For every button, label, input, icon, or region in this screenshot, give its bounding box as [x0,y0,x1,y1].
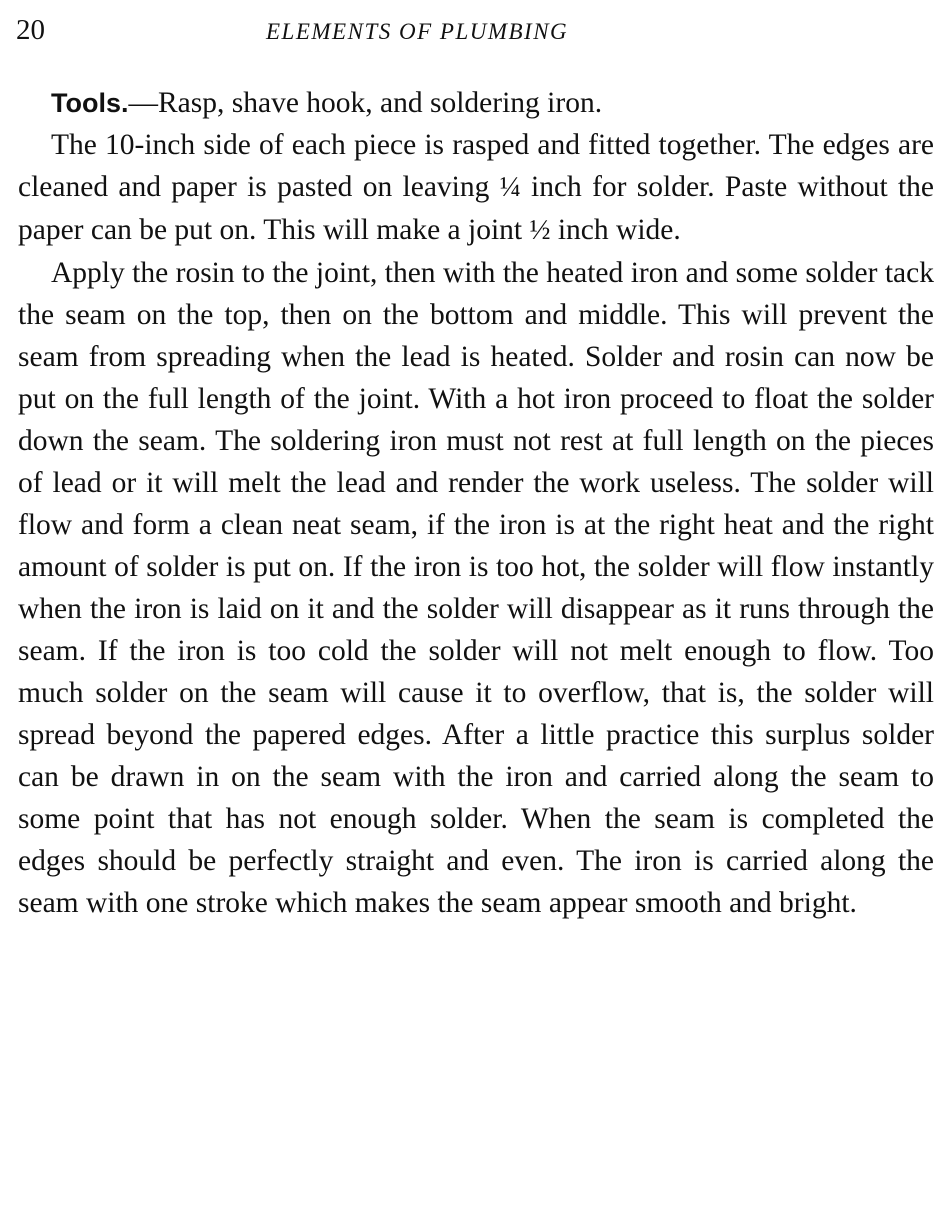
tools-paragraph [18,82,934,124]
body-text [18,82,934,924]
running-head [16,12,934,52]
paragraph-1-part-b: inch for solder. Paste without the paper can be put on. This will make a joint [18,171,934,246]
fraction-half: ½ [529,215,551,246]
page-number: 20 [16,14,45,46]
fraction-quarter: ¼ [499,172,521,203]
tools-text: —Rasp, shave hook, and soldering iron. [128,87,603,119]
paragraph-1-part-c: inch wide. [550,214,681,246]
paragraph-soldering-procedure: Apply the rosin to the joint, then with the heated iron and some solder tack the seam on the top, then on the bottom and middle. This will prevent the seam from spreading when the lead is heated. Solder and rosin can now be put on the full length of the joint. With a hot iron proceed to float the solder down the seam. The soldering iron must not rest at full length on the pieces of lead or it will melt the lead and render the work useless. The solder will flow and form a clean neat seam, if the iron is at the right heat and the right amount of solder is put on. If the iron is too hot, the solder will flow instantly when the iron is laid on it and the solder will disappear as it runs through the seam. If the iron is too cold the solder will not melt enough to flow. Too much solder on the seam will cause it to overflow, that is, the solder will spread beyond the papered edges. After a little practice this surplus solder can be drawn in on the seam with the iron and carried along the seam to some point that has not enough solder. When the seam is completed the edges should be perfectly straight and even. The iron is carried along the seam with one stroke which makes the seam appear smooth and bright. [18,257,934,919]
book-title: ELEMENTS OF PLUMBING [266,19,569,44]
tools-label: Tools. [51,88,129,118]
paragraph-1-part-a: The 10-inch side of each piece is rasped and fitted together. The edges are cleaned and paper is pasted on leaving [18,129,934,203]
paragraph-joint-preparation [18,124,934,252]
